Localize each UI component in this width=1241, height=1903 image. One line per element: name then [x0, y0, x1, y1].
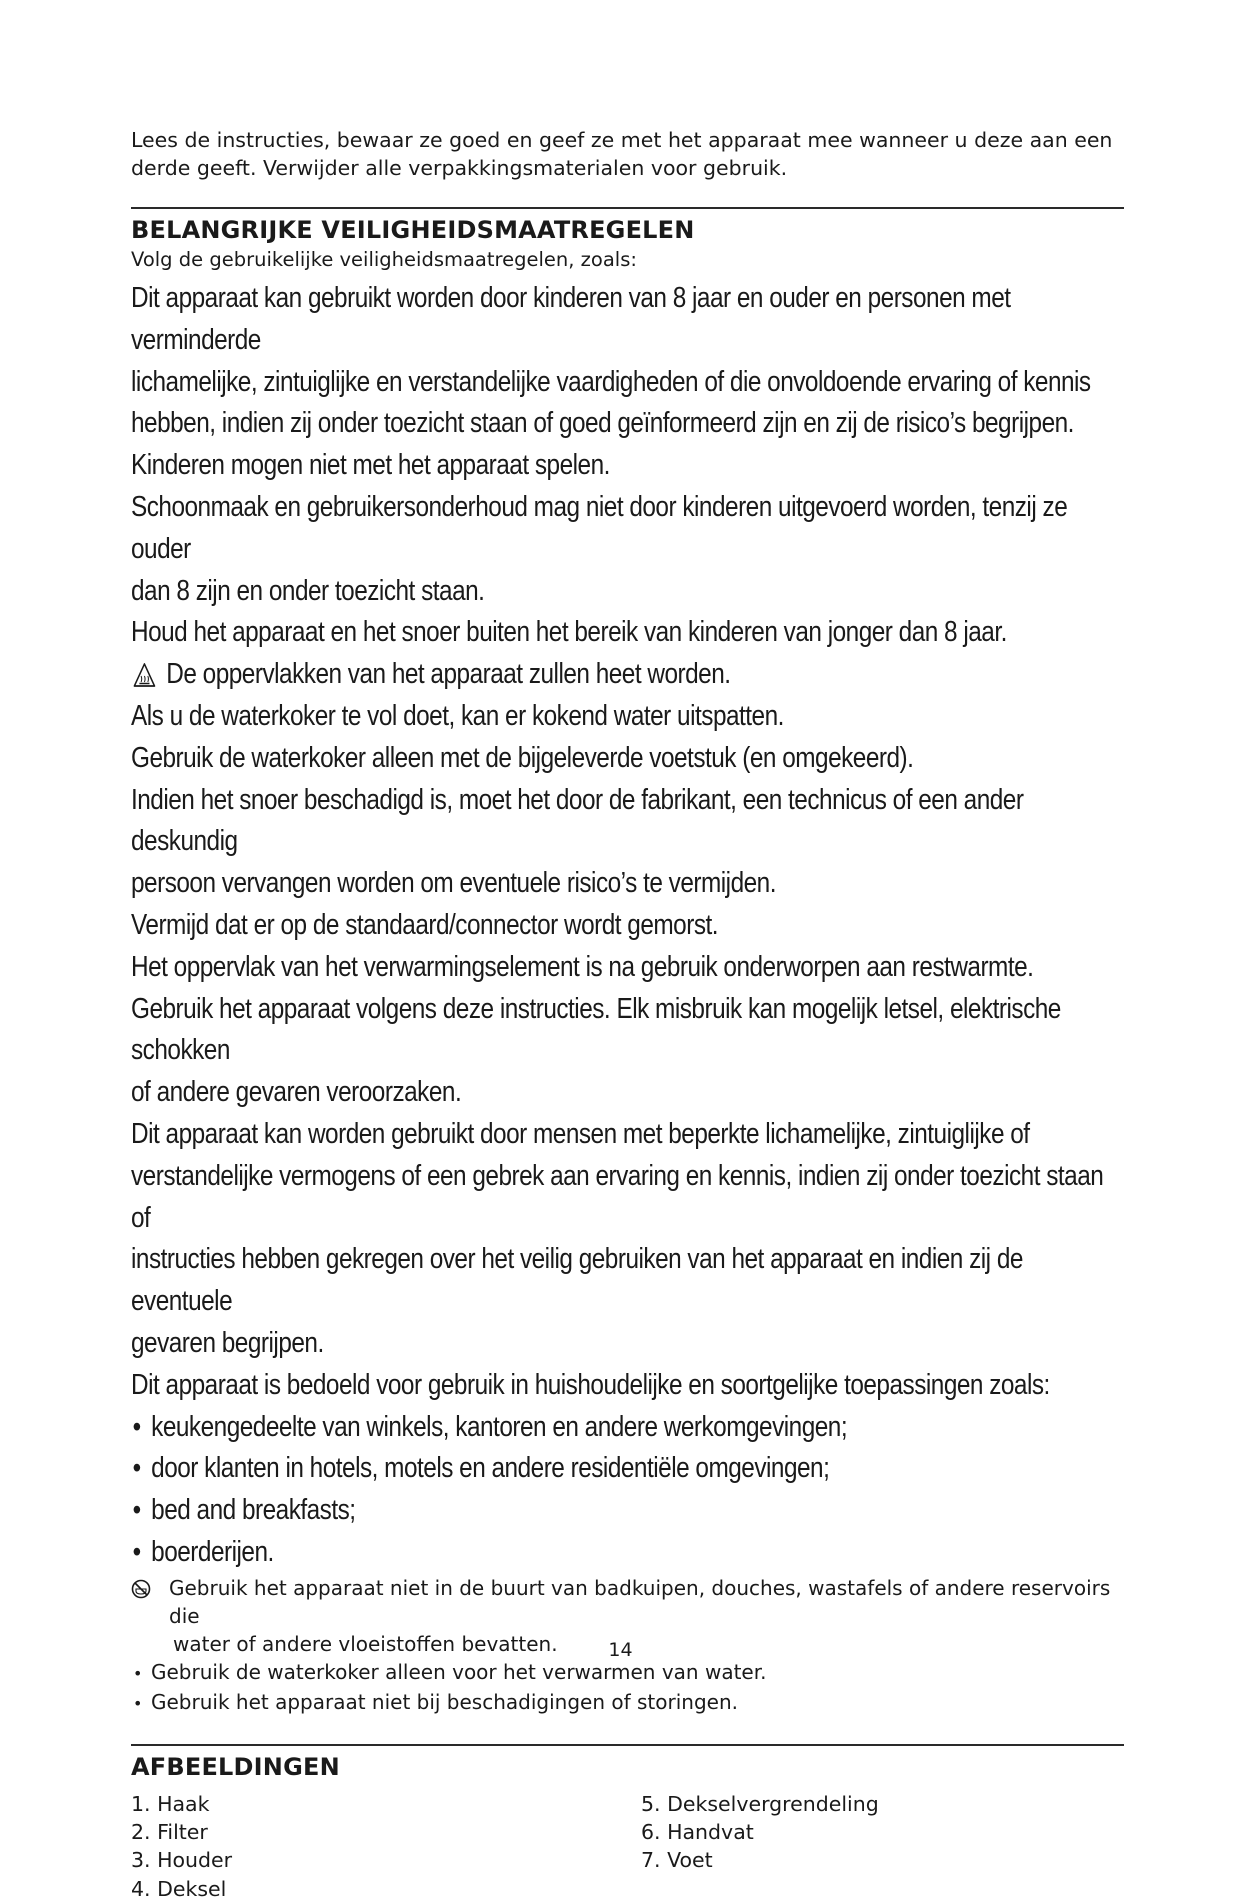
- figures-column: [641, 1790, 879, 1903]
- safety-line: Het oppervlak van het verwarmingselement is na gebruik onderworpen aan restwarmte.: [131, 950, 1034, 983]
- figure-item: 5. Dekselvergrendeling: [641, 1791, 879, 1816]
- hot-surface-text: De oppervlakken van het apparaat zullen heet worden.: [166, 658, 731, 691]
- no-bathtub-icon: [131, 1579, 151, 1599]
- divider: [131, 207, 1124, 209]
- safety-line: lichamelijke, zintuiglijke en verstandelijke vaardigheden of die onvoldoende ervaring of kennis: [131, 365, 1091, 398]
- safety-line: Dit apparaat kan gebruikt worden door kinderen van 8 jaar en ouder en personen met verminderde: [131, 282, 1011, 356]
- safety-body: [131, 278, 1124, 1574]
- figure-item: 7. Voet: [641, 1848, 713, 1873]
- figures-list: [131, 1790, 1124, 1903]
- hot-surface-warning: [131, 654, 1124, 696]
- page-content: [131, 126, 1124, 1903]
- safety-line: Kinderen mogen niet met het apparaat spelen.: [131, 449, 610, 482]
- water-warning-line: water of andere vloeistoffen bevatten.: [173, 1631, 558, 1656]
- page-number: 14: [608, 1639, 633, 1661]
- safety-line: Dit apparaat kan worden gebruikt door mensen met beperkte lichamelijke, zintuiglijke of: [131, 1117, 1030, 1150]
- safety-line: Gebruik de waterkoker alleen met de bijgeleverde voetstuk (en omgekeerd).: [131, 741, 914, 774]
- figure-item: 4. Deksel: [131, 1876, 227, 1901]
- safety-line: instructies hebben gekregen over het veilig gebruiken van het apparaat en indien zij de eventuele: [131, 1243, 1023, 1318]
- safety-heading: BELANGRIJKE VEILIGHEIDSMAATREGELEN: [131, 216, 695, 244]
- safety-line: Indien het snoer beschadigd is, moet het door de fabrikant, een technicus of een ander deskundig: [131, 783, 1024, 858]
- intro-text: Lees de instructies, bewaar ze goed en geef ze met het apparaat mee wanneer u deze aan een derde geeft. Verwijder alle verpakkingsmaterialen voor gebruik.: [131, 128, 1113, 180]
- safety-line: persoon vervangen worden om eventuele risico’s te vermijden.: [131, 867, 777, 900]
- list-item: • boerderijen.: [131, 1532, 1124, 1574]
- safety-line: verstandelijke vermogens of een gebrek aan ervaring en kennis, indien zij onder toezicht staan of: [131, 1159, 1104, 1234]
- list-item: • keukengedeelte van winkels, kantoren en andere werkomgevingen;: [131, 1407, 1124, 1449]
- safety-line: Gebruik het apparaat volgens deze instructies. Elk misbruik kan mogelijk letsel, elektrische schokken: [131, 992, 1061, 1067]
- list-item: • bed and breakfasts;: [131, 1490, 1124, 1532]
- safety-line: hebben, indien zij onder toezicht staan of goed geïnformeerd zijn en zij de risico’s begrijpen.: [131, 407, 1074, 440]
- safety-line: Schoonmaak en gebruikersonderhoud mag niet door kinderen uitgevoerd worden, tenzij ze ouder: [131, 490, 1068, 565]
- safety-line: gevaren begrijpen.: [131, 1326, 324, 1359]
- figure-item: 2. Filter: [131, 1820, 208, 1844]
- list-item: • door klanten in hotels, motels en andere residentiële omgevingen;: [131, 1448, 1124, 1490]
- water-warning-line: Gebruik het apparaat niet in de buurt van badkuipen, douches, wastafels of andere reservoirs die: [169, 1575, 1111, 1628]
- figures-column: [131, 1790, 641, 1903]
- divider: [131, 1744, 1124, 1746]
- safety-line: of andere gevaren veroorzaken.: [131, 1076, 462, 1109]
- figure-item: 6. Handvat: [641, 1820, 754, 1844]
- safety-line: Als u de waterkoker te vol doet, kan er kokend water uitspatten.: [131, 699, 784, 732]
- safety-line: Vermijd dat er op de standaard/connector wordt gemorst.: [131, 908, 719, 941]
- figures-heading: AFBEELDINGEN: [131, 1752, 340, 1781]
- list-item: • Gebruik het apparaat niet bij beschadigingen of storingen.: [131, 1688, 1124, 1718]
- figure-item: 3. Houder: [131, 1848, 233, 1873]
- safety-line: dan 8 zijn en onder toezicht staan.: [131, 574, 485, 607]
- safety-line: Dit apparaat is bedoeld voor gebruik in huishoudelijke en soortgelijke toepassingen zoals:: [131, 1368, 1050, 1401]
- hot-surface-warning-icon: [133, 662, 157, 688]
- safety-subheading: Volg de gebruikelijke veiligheidsmaatregelen, zoals:: [131, 248, 637, 271]
- list-item: • Gebruik de waterkoker alleen voor het verwarmen van water.: [131, 1658, 1124, 1688]
- figure-item: 1. Haak: [131, 1791, 210, 1816]
- safety-line: Houd het apparaat en het snoer buiten het bereik van kinderen van jonger dan 8 jaar.: [131, 616, 1007, 649]
